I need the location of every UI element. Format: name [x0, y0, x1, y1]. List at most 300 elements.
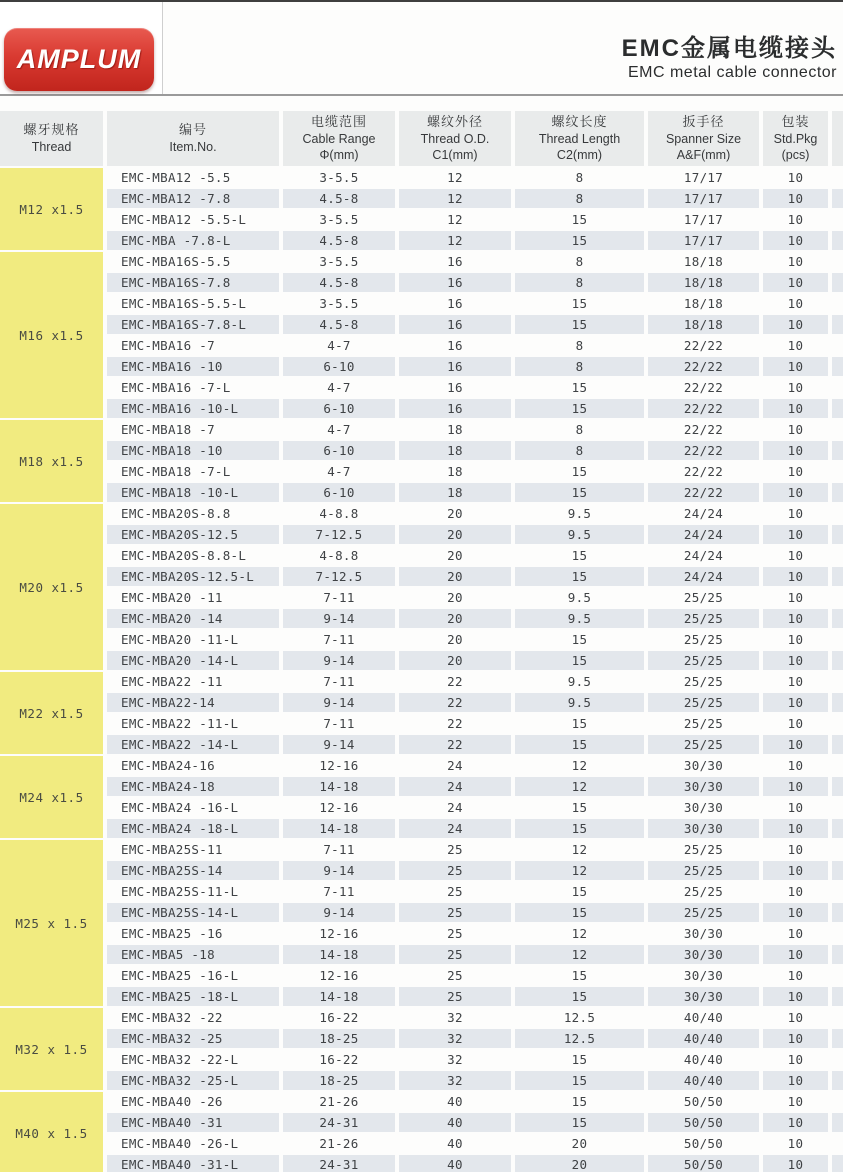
- column-header-4-en: Thread Length: [538, 131, 621, 146]
- cell-spanner-size: 40/40: [683, 1052, 724, 1067]
- cell-cable-range: 24-31: [283, 1113, 395, 1132]
- cell-cable-range: 12-16: [319, 800, 359, 815]
- column-header-2-zh: 电缆范围: [310, 114, 367, 130]
- cell-sliver: [832, 735, 843, 754]
- cell-sliver: [832, 945, 843, 964]
- cell-thread-length: 12: [515, 777, 644, 796]
- cell-cable-range: 4.5-8: [283, 189, 395, 208]
- cell-spanner-size: 24/24: [648, 525, 759, 544]
- cell-std-pkg: 10: [787, 674, 804, 689]
- cell-cable-range: 7-11: [323, 842, 355, 857]
- cell-item-no: EMC-MBA40 -26: [121, 1094, 223, 1109]
- table-row: [107, 567, 843, 586]
- cell-std-pkg: 10: [787, 1094, 804, 1109]
- cell-thread-od: 24: [447, 800, 463, 815]
- logo-area: [0, 2, 163, 94]
- cell-thread-od: 25: [399, 945, 511, 964]
- cell-item-no: EMC-MBA18 -7: [121, 422, 215, 437]
- cell-thread-length: 8: [575, 170, 584, 185]
- cell-sliver: [832, 819, 843, 838]
- cell-item-no: EMC-MBA12 -7.8: [107, 189, 279, 208]
- table-row: [107, 1113, 843, 1132]
- cell-sliver: [832, 273, 843, 292]
- cell-std-pkg: 10: [763, 441, 828, 460]
- table-row: [107, 462, 843, 481]
- cell-spanner-size: 30/30: [683, 800, 724, 815]
- column-header-6-sub: (pcs): [781, 147, 810, 162]
- column-header-6-zh: 包装: [781, 114, 810, 130]
- cell-std-pkg: 10: [763, 1155, 828, 1172]
- cell-cable-range: 9-14: [283, 903, 395, 922]
- cell-spanner-size: 22/22: [648, 483, 759, 502]
- cell-thread-od: 16: [447, 296, 463, 311]
- cell-spanner-size: 25/25: [648, 735, 759, 754]
- cell-sliver: [832, 609, 843, 628]
- column-header-2-en: Cable Range: [302, 131, 376, 146]
- cell-spanner-size: 40/40: [648, 1029, 759, 1048]
- cell-spanner-size: 30/30: [683, 926, 724, 941]
- cell-thread-length: 20: [515, 1155, 644, 1172]
- cell-std-pkg: 10: [787, 968, 804, 983]
- cell-spanner-size: 22/22: [683, 464, 724, 479]
- cell-thread-od: 16: [447, 254, 463, 269]
- column-header-0: [0, 111, 103, 166]
- cell-thread-od: 40: [447, 1094, 463, 1109]
- cell-std-pkg: 10: [763, 651, 828, 670]
- cell-std-pkg: 10: [763, 945, 828, 964]
- cell-cable-range: 9-14: [283, 693, 395, 712]
- cell-thread-od: 25: [399, 903, 511, 922]
- table-row: [107, 546, 843, 565]
- table-row: [107, 1071, 843, 1090]
- cell-thread-od: 12: [399, 231, 511, 250]
- column-header-3: [399, 111, 511, 166]
- table-row: [107, 315, 843, 334]
- cell-thread-od: 25: [447, 842, 463, 857]
- cell-thread-od: 32: [447, 1052, 463, 1067]
- cell-cable-range: 12-16: [319, 968, 359, 983]
- cell-spanner-size: 25/25: [683, 884, 724, 899]
- cell-thread-od: 25: [447, 926, 463, 941]
- cell-spanner-size: 30/30: [648, 819, 759, 838]
- cell-thread-length: 15: [571, 968, 588, 983]
- cell-spanner-size: 50/50: [648, 1113, 759, 1132]
- cell-thread-od: 40: [399, 1155, 511, 1172]
- cell-spanner-size: 25/25: [683, 842, 724, 857]
- cell-item-no: EMC-MBA12 -5.5-L: [121, 212, 247, 227]
- cell-sliver: [832, 252, 843, 271]
- cell-sliver: [832, 861, 843, 880]
- cell-sliver: [832, 1008, 843, 1027]
- cell-thread-length: 15: [515, 651, 644, 670]
- cell-item-no: EMC-MBA40 -26-L: [121, 1136, 239, 1151]
- table-row: [107, 357, 843, 376]
- table-row: [107, 252, 843, 271]
- cell-cable-range: 4-7: [327, 422, 351, 437]
- table-row: [107, 294, 843, 313]
- cell-item-no: EMC-MBA18 -7-L: [121, 464, 231, 479]
- cell-std-pkg: 10: [787, 842, 804, 857]
- cell-thread-od: 16: [447, 338, 463, 353]
- cell-thread-length: 8: [575, 254, 584, 269]
- cell-std-pkg: 10: [763, 903, 828, 922]
- spec-table: [0, 111, 843, 1172]
- cell-cable-range: 9-14: [283, 651, 395, 670]
- column-header-1: [107, 111, 279, 166]
- thread-group-label: M24 x1.5: [0, 756, 103, 838]
- table-row: [107, 483, 843, 502]
- table-row: [107, 819, 843, 838]
- cell-spanner-size: 30/30: [683, 758, 724, 773]
- cell-thread-length: 9.5: [567, 590, 592, 605]
- cell-sliver: [832, 1134, 843, 1153]
- thread-group-5: [0, 756, 843, 838]
- table-row: [107, 588, 843, 607]
- cell-std-pkg: 10: [763, 777, 828, 796]
- thread-group-label: M25 x 1.5: [0, 840, 103, 1006]
- cell-cable-range: 7-11: [323, 632, 355, 647]
- column-header-6-en: Std.Pkg: [773, 131, 818, 146]
- table-row: [107, 210, 843, 229]
- cell-sliver: [832, 336, 843, 355]
- cell-thread-length: 15: [571, 296, 588, 311]
- cell-cable-range: 3-5.5: [319, 254, 359, 269]
- cell-item-no: EMC-MBA24 -18-L: [107, 819, 279, 838]
- table-row: [107, 378, 843, 397]
- cell-std-pkg: 10: [763, 693, 828, 712]
- table-row: [107, 756, 843, 775]
- cell-spanner-size: 30/30: [648, 777, 759, 796]
- cell-thread-length: 9.5: [515, 693, 644, 712]
- cell-std-pkg: 10: [763, 609, 828, 628]
- cell-std-pkg: 10: [763, 1071, 828, 1090]
- table-row: [107, 609, 843, 628]
- cell-std-pkg: 10: [787, 338, 804, 353]
- cell-thread-length: 9.5: [567, 674, 592, 689]
- table-row: [107, 777, 843, 796]
- title-block: [622, 28, 837, 82]
- cell-spanner-size: 17/17: [648, 189, 759, 208]
- cell-spanner-size: 18/18: [648, 273, 759, 292]
- cell-thread-length: 9.5: [515, 609, 644, 628]
- thread-group-2: [0, 420, 843, 502]
- cell-thread-od: 32: [447, 1010, 463, 1025]
- page-header: [0, 2, 843, 94]
- cell-spanner-size: 25/25: [683, 632, 724, 647]
- table-row: [107, 840, 843, 859]
- cell-thread-length: 15: [515, 819, 644, 838]
- cell-sliver: [832, 546, 843, 565]
- cell-std-pkg: 10: [763, 735, 828, 754]
- cell-thread-length: 12: [515, 861, 644, 880]
- table-row: [107, 1155, 843, 1172]
- cell-thread-od: 20: [399, 525, 511, 544]
- cell-sliver: [832, 315, 843, 334]
- cell-std-pkg: 10: [763, 315, 828, 334]
- column-header-2-sub: Φ(mm): [319, 147, 359, 162]
- cell-item-no: EMC-MBA20 -14-L: [107, 651, 279, 670]
- cell-sliver: [832, 1155, 843, 1172]
- cell-cable-range: 9-14: [283, 735, 395, 754]
- cell-spanner-size: 25/25: [648, 903, 759, 922]
- cell-cable-range: 21-26: [319, 1136, 359, 1151]
- cell-cable-range: 7-11: [323, 884, 355, 899]
- cell-spanner-size: 17/17: [683, 212, 724, 227]
- cell-spanner-size: 25/25: [648, 861, 759, 880]
- cell-item-no: EMC-MBA20S-8.8: [121, 506, 231, 521]
- thread-group-rows: [107, 504, 843, 670]
- table-row: [107, 735, 843, 754]
- page-title-en: EMC metal cable connector: [627, 64, 837, 81]
- thread-group-7: [0, 1008, 843, 1090]
- cell-spanner-size: 22/22: [648, 399, 759, 418]
- cell-std-pkg: 10: [763, 861, 828, 880]
- cell-sliver: [832, 378, 843, 397]
- cell-sliver: [832, 294, 843, 313]
- cell-thread-length: 15: [571, 380, 588, 395]
- cell-item-no: EMC-MBA18 -10: [107, 441, 279, 460]
- cell-sliver: [832, 399, 843, 418]
- table-row: [107, 273, 843, 292]
- cell-sliver: [832, 504, 843, 523]
- cell-sliver: [832, 987, 843, 1006]
- cell-thread-od: 16: [447, 380, 463, 395]
- cell-thread-od: 22: [447, 674, 463, 689]
- cell-thread-length: 12: [571, 842, 588, 857]
- cell-sliver: [832, 1050, 843, 1069]
- cell-item-no: EMC-MBA32 -25-L: [107, 1071, 279, 1090]
- cell-spanner-size: 50/50: [648, 1155, 759, 1172]
- table-row: [107, 1050, 843, 1069]
- cell-cable-range: 12-16: [319, 758, 359, 773]
- cell-std-pkg: 10: [787, 1010, 804, 1025]
- cell-sliver: [832, 798, 843, 817]
- cell-item-no: EMC-MBA22 -11: [121, 674, 223, 689]
- column-header-1-zh: 编号: [178, 122, 207, 138]
- cell-sliver: [832, 966, 843, 985]
- cell-thread-od: 18: [399, 483, 511, 502]
- cell-sliver: [832, 651, 843, 670]
- cell-std-pkg: 10: [787, 758, 804, 773]
- cell-thread-length: 12.5: [515, 1029, 644, 1048]
- thread-group-label: M16 x1.5: [0, 252, 103, 418]
- cell-item-no: EMC-MBA22 -11-L: [121, 716, 239, 731]
- cell-spanner-size: 25/25: [648, 693, 759, 712]
- cell-spanner-size: 24/24: [683, 548, 724, 563]
- header-divider: [0, 94, 843, 96]
- cell-cable-range: 4.5-8: [283, 315, 395, 334]
- cell-std-pkg: 10: [787, 464, 804, 479]
- cell-std-pkg: 10: [763, 525, 828, 544]
- cell-std-pkg: 10: [787, 1136, 804, 1151]
- thread-group-1: [0, 252, 843, 418]
- cell-spanner-size: 22/22: [683, 422, 724, 437]
- cell-spanner-size: 22/22: [683, 380, 724, 395]
- cell-spanner-size: 24/24: [648, 567, 759, 586]
- cell-cable-range: 4.5-8: [283, 273, 395, 292]
- column-header-4-zh: 螺纹长度: [551, 114, 608, 130]
- cell-cable-range: 4-7: [327, 380, 351, 395]
- column-header-3-sub: C1(mm): [432, 147, 478, 162]
- table-row: [107, 672, 843, 691]
- cell-std-pkg: 10: [787, 926, 804, 941]
- cell-item-no: EMC-MBA40 -31: [107, 1113, 279, 1132]
- cell-spanner-size: 22/22: [648, 357, 759, 376]
- table-row: [107, 336, 843, 355]
- cell-thread-length: 15: [571, 632, 588, 647]
- cell-sliver: [832, 882, 843, 901]
- cell-cable-range: 4-7: [327, 338, 351, 353]
- cell-thread-length: 8: [515, 441, 644, 460]
- column-header-6: [763, 111, 828, 166]
- cell-thread-od: 40: [399, 1113, 511, 1132]
- cell-std-pkg: 10: [787, 296, 804, 311]
- thread-group-label: M32 x 1.5: [0, 1008, 103, 1090]
- cell-thread-od: 22: [399, 735, 511, 754]
- table-row: [107, 903, 843, 922]
- cell-std-pkg: 10: [787, 800, 804, 815]
- cell-std-pkg: 10: [787, 590, 804, 605]
- cell-item-no: EMC-MBA25 -16: [121, 926, 223, 941]
- cell-thread-length: 15: [571, 800, 588, 815]
- cell-item-no: EMC-MBA22 -14-L: [107, 735, 279, 754]
- cell-sliver: [832, 420, 843, 439]
- cell-thread-length: 8: [575, 338, 584, 353]
- cell-thread-length: 12.5: [563, 1010, 596, 1025]
- cell-thread-length: 15: [515, 903, 644, 922]
- cell-item-no: EMC-MBA16S-5.5-L: [121, 296, 247, 311]
- cell-sliver: [832, 693, 843, 712]
- thread-group-6: [0, 840, 843, 1006]
- cell-thread-od: 32: [399, 1071, 511, 1090]
- cell-thread-od: 16: [399, 357, 511, 376]
- table-row: [107, 630, 843, 649]
- cell-cable-range: 4-8.8: [319, 506, 359, 521]
- cell-thread-length: 15: [515, 231, 644, 250]
- cell-spanner-size: 40/40: [648, 1071, 759, 1090]
- cell-spanner-size: 30/30: [648, 987, 759, 1006]
- cell-cable-range: 6-10: [283, 483, 395, 502]
- cell-item-no: EMC-MBA16S-7.8: [107, 273, 279, 292]
- cell-item-no: EMC-MBA32 -22-L: [121, 1052, 239, 1067]
- cell-cable-range: 9-14: [283, 861, 395, 880]
- cell-cable-range: 3-5.5: [319, 212, 359, 227]
- cell-sliver: [832, 840, 843, 859]
- table-row: [107, 231, 843, 250]
- cell-item-no: EMC-MBA16 -7-L: [121, 380, 231, 395]
- cell-thread-length: 15: [515, 987, 644, 1006]
- cell-thread-length: 15: [571, 1094, 588, 1109]
- cell-item-no: EMC-MBA25S-14-L: [107, 903, 279, 922]
- cell-spanner-size: 17/17: [648, 231, 759, 250]
- cell-spanner-size: 50/50: [683, 1094, 724, 1109]
- cell-thread-length: 15: [515, 315, 644, 334]
- cell-cable-range: 6-10: [283, 399, 395, 418]
- cell-item-no: EMC-MBA24-16: [121, 758, 215, 773]
- cell-item-no: EMC-MBA16S-5.5: [121, 254, 231, 269]
- table-row: [107, 945, 843, 964]
- cell-spanner-size: 17/17: [683, 170, 724, 185]
- thread-group-label: M22 x1.5: [0, 672, 103, 754]
- thread-group-4: [0, 672, 843, 754]
- thread-group-rows: [107, 672, 843, 754]
- cell-cable-range: 7-11: [323, 716, 355, 731]
- cell-item-no: EMC-MBA16 -10-L: [107, 399, 279, 418]
- cell-cable-range: 7-12.5: [283, 567, 395, 586]
- table-row: [107, 1092, 843, 1111]
- cell-item-no: EMC-MBA16 -7: [121, 338, 215, 353]
- thread-group-label: M20 x1.5: [0, 504, 103, 670]
- table-row: [107, 798, 843, 817]
- cell-thread-od: 18: [447, 422, 463, 437]
- cell-thread-od: 32: [399, 1029, 511, 1048]
- cell-std-pkg: 10: [787, 422, 804, 437]
- column-header-4: [515, 111, 644, 166]
- cell-spanner-size: 25/25: [683, 674, 724, 689]
- cell-sliver: [832, 462, 843, 481]
- cell-std-pkg: 10: [763, 273, 828, 292]
- cell-cable-range: 14-18: [283, 945, 395, 964]
- table-row: [107, 714, 843, 733]
- thread-group-label: M40 x 1.5: [0, 1092, 103, 1172]
- table-row: [107, 1134, 843, 1153]
- cell-item-no: EMC-MBA25S-14: [107, 861, 279, 880]
- cell-item-no: EMC-MBA22-14: [107, 693, 279, 712]
- cell-item-no: EMC-MBA20 -11-L: [121, 632, 239, 647]
- table-header-row: [0, 111, 843, 166]
- thread-group-3: [0, 504, 843, 670]
- cell-thread-od: 20: [447, 590, 463, 605]
- cell-sliver: [832, 189, 843, 208]
- cell-cable-range: 14-18: [283, 777, 395, 796]
- column-header-5-sub: A&F(mm): [676, 147, 731, 162]
- column-header-1-en: Item.No.: [169, 139, 217, 154]
- cell-thread-length: 12: [571, 926, 588, 941]
- column-header-4-sub: C2(mm): [556, 147, 603, 162]
- cell-thread-length: 15: [571, 716, 588, 731]
- cell-thread-od: 12: [447, 212, 463, 227]
- cell-thread-od: 25: [399, 987, 511, 1006]
- cell-cable-range: 3-5.5: [319, 170, 359, 185]
- cell-cable-range: 7-11: [323, 590, 355, 605]
- table-row: [107, 861, 843, 880]
- thread-group-0: [0, 168, 843, 250]
- cell-item-no: EMC-MBA16 -10: [107, 357, 279, 376]
- cell-std-pkg: 10: [763, 567, 828, 586]
- cell-cable-range: 4-8.8: [319, 548, 359, 563]
- cell-std-pkg: 10: [763, 483, 828, 502]
- cell-thread-od: 20: [447, 632, 463, 647]
- cell-item-no: EMC-MBA25S-11: [121, 842, 223, 857]
- cell-item-no: EMC-MBA32 -25: [107, 1029, 279, 1048]
- cell-std-pkg: 10: [763, 231, 828, 250]
- cell-item-no: EMC-MBA20S-12.5: [107, 525, 279, 544]
- thread-group-label: M12 x1.5: [0, 168, 103, 250]
- column-header-5-zh: 扳手径: [682, 114, 725, 130]
- column-header-5-en: Spanner Size: [665, 131, 742, 146]
- thread-group-8: [0, 1092, 843, 1172]
- cell-thread-od: 16: [399, 273, 511, 292]
- table-row: [107, 1008, 843, 1027]
- cell-sliver: [832, 903, 843, 922]
- column-header-sliver: [832, 111, 843, 166]
- cell-cable-range: 21-26: [319, 1094, 359, 1109]
- table-row: [107, 420, 843, 439]
- table-row: [107, 168, 843, 187]
- cell-sliver: [832, 441, 843, 460]
- cell-thread-od: 25: [447, 968, 463, 983]
- cell-thread-od: 16: [399, 399, 511, 418]
